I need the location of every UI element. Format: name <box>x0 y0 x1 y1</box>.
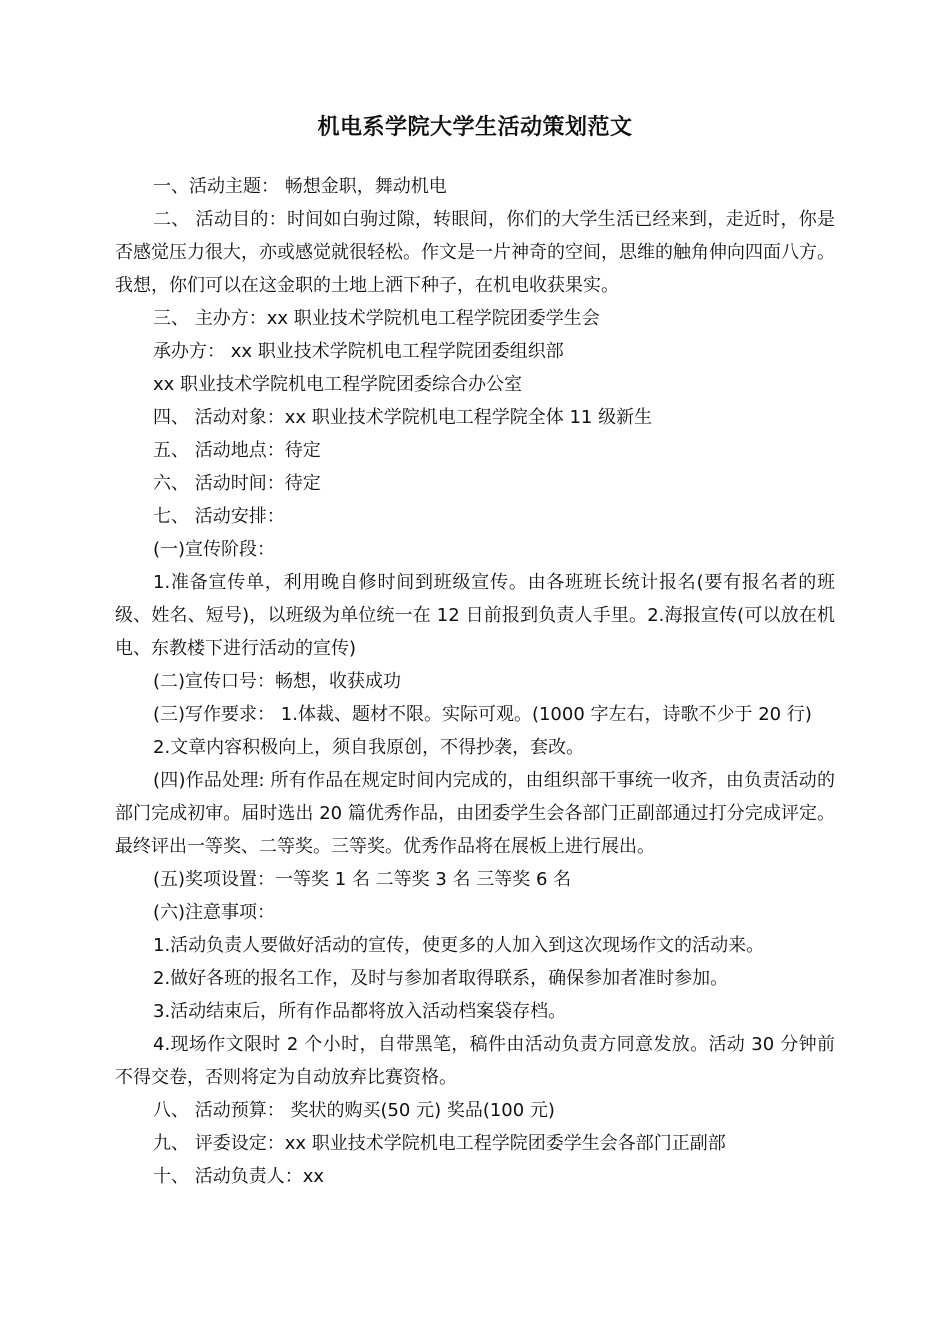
paragraph-theme: 一、活动主题： 畅想金职，舞动机电 <box>153 176 447 197</box>
paragraph-budget: 八、 活动预算： 奖状的购买(50 元) 奖品(100 元) <box>153 1100 555 1121</box>
paragraph-note-1: 1.活动负责人要做好活动的宣传，使更多的人加入到这次现场作文的活动来。 <box>153 935 765 956</box>
paragraph-purpose: 二、 活动目的：时间如白驹过隙，转眼间，你们的大学生活已经来到，走近时，你是否感觉压力很大，亦或感觉就很轻松。作文是一片神奇的空间，思维的触角伸向四面八方。我想，你们可以在这金职的土地上洒下种子，在机电收获果实。 <box>115 209 835 296</box>
paragraph-arrangement: 七、 活动安排： <box>153 506 285 527</box>
paragraph-person-in-charge: 十、 活动负责人：xx <box>153 1166 325 1187</box>
paragraph-awards: (五)奖项设置：一等奖 1 名 二等奖 3 名 三等奖 6 名 <box>153 869 572 890</box>
paragraph-writing-requirements: (三)写作要求： 1.体裁、题材不限。实际可观。(1000 字左右，诗歌不少于 20 行) <box>153 704 812 725</box>
paragraph-co-organizer: 承办方： xx 职业技术学院机电工程学院团委组织部 <box>153 341 564 362</box>
paragraph-slogan: (二)宣传口号：畅想，收获成功 <box>153 671 402 692</box>
paragraph-note-2: 2.做好各班的报名工作，及时与参加者取得联系，确保参加者准时参加。 <box>153 968 729 989</box>
paragraph-location: 五、 活动地点：待定 <box>153 440 321 461</box>
paragraph-time: 六、 活动时间：待定 <box>153 473 321 494</box>
paragraph-co-organizer-office: xx 职业技术学院机电工程学院团委综合办公室 <box>153 374 523 395</box>
paragraph-notes-heading: (六)注意事项： <box>153 902 276 923</box>
paragraph-organizer: 三、 主办方：xx 职业技术学院机电工程学院团委学生会 <box>153 308 600 329</box>
document-title: 机电系学院大学生活动策划范文 <box>317 115 633 140</box>
document-body <box>115 170 835 1193</box>
paragraph-publicity-stage: (一)宣传阶段： <box>153 539 276 560</box>
paragraph-judges: 九、 评委设定：xx 职业技术学院机电工程学院团委学生会各部门正副部 <box>153 1133 726 1154</box>
paragraph-target: 四、 活动对象：xx 职业技术学院机电工程学院全体 11 级新生 <box>153 407 653 428</box>
paragraph-publicity-details: 1.准备宣传单，利用晚自修时间到班级宣传。由各班班长统计报名(要有报名者的班级、姓名、短号)，以班级为单位统一在 12 日前报到负责人手里。2.海报宣传(可以放在机电、东教楼下进行活动的宣传) <box>115 572 836 659</box>
paragraph-work-handling: (四)作品处理: 所有作品在规定时间内完成的，由组织部干事统一收齐，由负责活动的部门完成初审。届时选出 20 篇优秀作品，由团委学生会各部门正副部通过打分完成评定。最终评出一等奖、二等奖。三等奖。优秀作品将在展板上进行展出。 <box>115 770 835 857</box>
paragraph-note-4: 4.现场作文限时 2 个小时，自带黑笔，稿件由活动负责方同意发放。活动 30 分钟前不得交卷，否则将定为自动放弃比赛资格。 <box>115 1034 835 1088</box>
paragraph-note-3: 3.活动结束后，所有作品都将放入活动档案袋存档。 <box>153 1001 567 1022</box>
paragraph-originality: 2.文章内容积极向上，须自我原创，不得抄袭，套改。 <box>153 737 585 758</box>
